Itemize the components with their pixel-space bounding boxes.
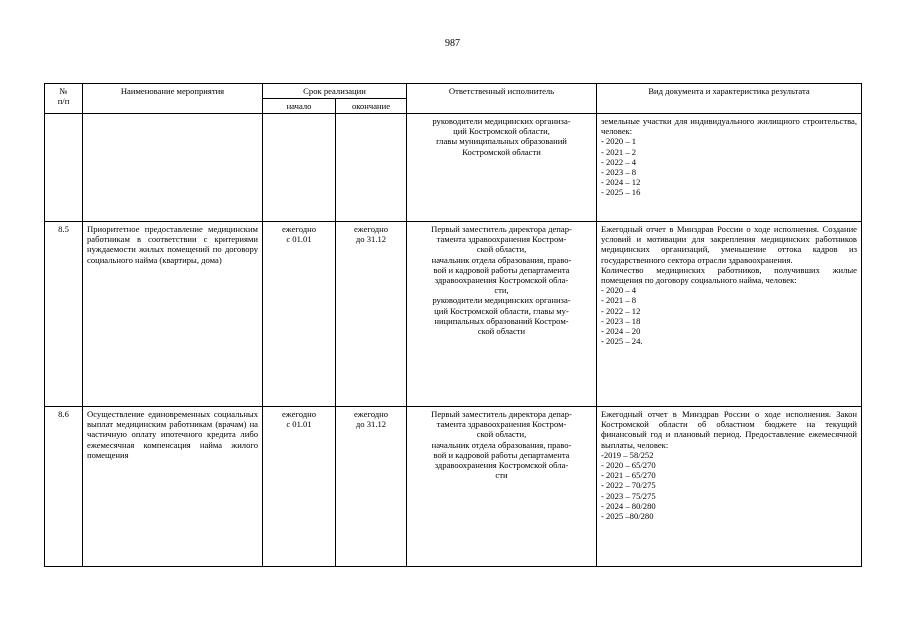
row-result-text: земельные участки для индивидуального жилищного строительства, человек: <box>601 116 857 137</box>
row-executor: Первый заместитель директора депар- тамента здравоохранения Костром- ской области, начальник отдела образования, право- вой и кадровой работы департамента здравоохранения Костромской обла- сти, руководители медицинских организа- ций Костромской области, главы му- ниципальных образований Костром- ской области <box>407 222 597 407</box>
row-result-text: Ежегодный отчет в Минздрав России о ходе исполнения. Создание условий и мотивации для закрепления медицинских работников медицинских организаций, уменьшение оттока кадров из государственного сектора отрасли здравоохранения. Количество медицинских работников, получивших жилые помещения по договору социального найма, человек: <box>601 224 857 286</box>
result-list-item: - 2020 – 1 <box>601 136 637 147</box>
header-result: Вид документа и характеристика результата <box>597 84 862 114</box>
page-number: 987 <box>445 38 460 49</box>
result-list-item: - 2025 – 24. <box>601 336 643 347</box>
row-end: ежегодно до 31.12 <box>336 222 407 407</box>
result-list-item: - 2023 – 18 <box>601 315 641 326</box>
row-start <box>263 114 336 222</box>
row-num: 8.6 <box>45 407 83 567</box>
row-executor: руководители медицинских организа- ций Костромской области, главы муниципальных образований Костромской области <box>407 114 597 222</box>
result-list-item: - 2024 – 20 <box>601 326 641 337</box>
header-period: Срок реализации <box>263 84 407 99</box>
row-num: 8.5 <box>45 222 83 407</box>
row-result <box>597 222 862 407</box>
header-executor: Ответственный исполнитель <box>407 84 597 114</box>
header-start: начало <box>263 99 336 114</box>
result-list-item: - 2022 – 12 <box>601 305 641 316</box>
row-num <box>45 114 83 222</box>
result-list-item: - 2020 – 4 <box>601 285 637 296</box>
row-start: ежегодно с 01.01 <box>263 222 336 407</box>
row-end: ежегодно до 31.12 <box>336 407 407 567</box>
header-name: Наименование мероприятия <box>83 84 263 114</box>
header-num-line2: п/п <box>57 96 70 106</box>
result-list-item: - 2020 – 65/270 <box>601 460 656 471</box>
result-list-item: - 2025 –80/280 <box>601 511 654 522</box>
measures-table <box>44 83 862 567</box>
result-list-item: - 2025 – 16 <box>601 187 641 198</box>
row-result-text: Ежегодный отчет в Минздрав России о ходе исполнения. Закон Костромской области об областном бюджете на текущий финансовый год и плановый период. Предоставление ежемесячной выплаты, человек: <box>601 409 857 450</box>
result-list-item: - 2024 – 12 <box>601 177 641 188</box>
row-executor: Первый заместитель директора депар- тамента здравоохранения Костром- ской области, начальник отдела образования, право- вой и кадровой работы департамента здравоохранения Костромской обла- сти <box>407 407 597 567</box>
result-list-item: -2019 – 58/252 <box>601 449 654 460</box>
result-list-item: - 2023 – 8 <box>601 167 637 178</box>
row-result <box>597 114 862 222</box>
table-row <box>45 114 862 222</box>
row-name: Осуществление единовременных социальных выплат медицинским работникам (врачам) на частичную оплату ипотечного кредита либо ежемесячная компенсация найма жилого помещения <box>83 407 263 567</box>
row-result <box>597 407 862 567</box>
result-list-item: - 2023 – 75/275 <box>601 490 656 501</box>
result-list-item: - 2021 – 2 <box>601 146 637 157</box>
result-list-item: - 2021 – 8 <box>601 295 637 306</box>
row-name <box>83 114 263 222</box>
header-num <box>45 84 83 114</box>
row-start: ежегодно с 01.01 <box>263 407 336 567</box>
result-list-item: - 2022 – 4 <box>601 156 637 167</box>
table-row <box>45 222 862 407</box>
row-end <box>336 114 407 222</box>
result-list-item: - 2022 – 70/275 <box>601 480 656 491</box>
result-list-item: - 2024 – 80/280 <box>601 500 656 511</box>
result-list-item: - 2021 – 65/270 <box>601 470 656 481</box>
row-name: Приоритетное предоставление медицинским работникам в соответствии с критериями нуждаемости жилых помещений по договору социального найма (квартиры, дома) <box>83 222 263 407</box>
header-num-line1: № <box>59 86 68 96</box>
table-row <box>45 407 862 567</box>
header-end: окончание <box>336 99 407 114</box>
